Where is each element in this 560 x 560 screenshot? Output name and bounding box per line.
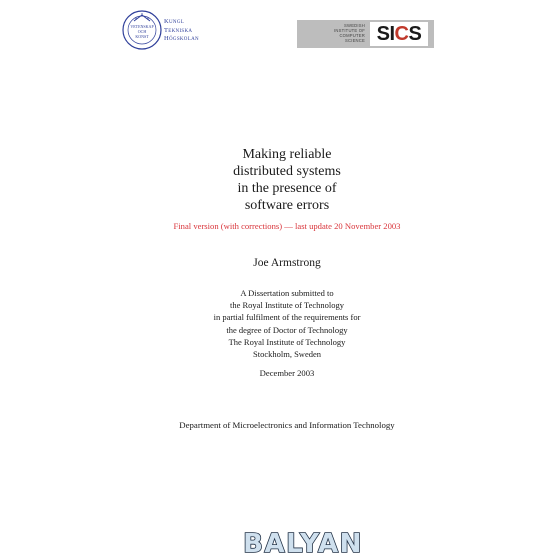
kth-name-line-3: Högskolan [164,35,199,42]
kth-name-line-1: Kungl [164,18,185,25]
title-line-2: distributed systems [233,164,341,179]
sics-line-1: SWEDISH [344,23,365,28]
kth-logo [120,8,220,52]
title-line-3: in the presence of [237,181,337,196]
dissertation-line-4: the degree of Doctor of Technology [226,324,348,335]
sics-logo [297,20,434,48]
sics-mark-part-3: S [408,23,422,45]
dissertation-line-1: A Dissertation submitted to [240,288,334,298]
sics-line-3: COMPUTER [339,33,365,38]
dissertation-line-5: The Royal Institute of Technology [228,336,346,347]
sics-name [297,23,365,43]
sics-line-2: INSTITUTE OF [333,28,365,33]
sics-mark-part-2: C [394,23,409,45]
kth-seal-icon [120,8,164,52]
seal-text-3: KONST [135,34,149,39]
document-title [0,146,560,214]
author-name: Joe Armstrong [253,257,321,269]
seal-text-2: OCH [137,29,147,34]
dissertation-statement [0,287,560,360]
publication-date: December 2003 [259,368,315,378]
seal-text-1: VETENSKAP [130,24,154,29]
sics-mark [370,22,428,46]
watermark-logo [228,528,378,556]
sics-mark-part-1: SI [376,23,395,45]
dissertation-line-6: Stockholm, Sweden [253,349,321,360]
department-name: Department of Microelectronics and Information Technology [179,420,395,430]
kth-name [164,18,199,44]
dissertation-line-3: in partial fulfilment of the requirements for [213,312,361,323]
title-line-4: software errors [244,198,330,213]
sics-line-4: SCIENCE [344,38,365,43]
title-line-1: Making reliable [242,147,332,162]
watermark-text: BALYAN [243,529,363,556]
dissertation-line-2: the Royal Institute of Technology [230,300,344,311]
kth-name-line-2: Tekniska [164,26,193,34]
version-note: Final version (with corrections) — last update 20 November 2003 [173,221,401,231]
